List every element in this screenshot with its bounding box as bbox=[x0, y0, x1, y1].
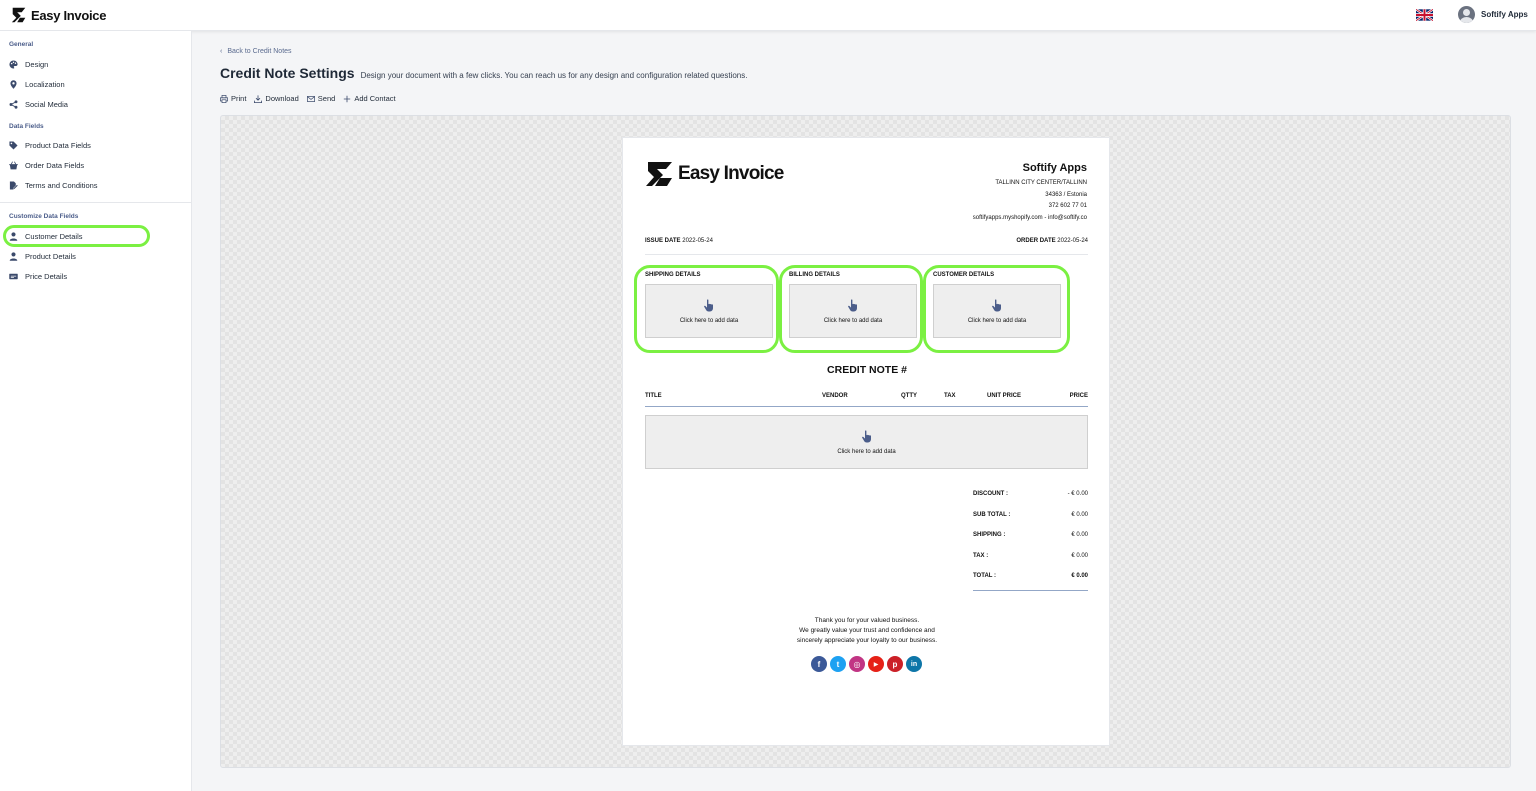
sidebar-item-label: Social Media bbox=[25, 99, 68, 109]
highlight-ring-shipping bbox=[634, 265, 779, 353]
avatar bbox=[1458, 6, 1475, 23]
company-name: Softify Apps bbox=[1022, 162, 1087, 174]
send-label: Send bbox=[317, 94, 336, 103]
highlight-ring-customer-details bbox=[3, 225, 150, 247]
date-divider bbox=[645, 254, 1088, 255]
company-info[interactable] bbox=[973, 162, 1087, 224]
print-button[interactable] bbox=[220, 94, 246, 103]
document-logo-text: Easy Invoice bbox=[678, 163, 784, 184]
user-icon bbox=[9, 252, 18, 261]
sidebar bbox=[0, 31, 192, 791]
user-menu[interactable] bbox=[1458, 6, 1528, 23]
total-row-tax: TAX : € 0.00 bbox=[973, 552, 1088, 559]
sidebar-section-general: General bbox=[9, 41, 34, 48]
add-data-label: Click here to add data bbox=[823, 317, 883, 324]
top-bar bbox=[0, 0, 1536, 31]
add-data-label: Click here to add data bbox=[837, 448, 896, 455]
total-row-subtotal: SUB TOTAL : € 0.00 bbox=[973, 511, 1088, 518]
highlight-ring-customer bbox=[923, 265, 1070, 353]
total-row-shipping: SHIPPING : € 0.00 bbox=[973, 532, 1088, 539]
print-label: Print bbox=[231, 94, 247, 103]
add-contact-label: Add Contact bbox=[354, 94, 396, 103]
customer-details-title: CUSTOMER DETAILS bbox=[933, 272, 995, 278]
thanks-line: Thank you for your valued business. bbox=[814, 617, 920, 624]
issue-date: ISSUE DATE 2022-05-24 bbox=[645, 238, 713, 244]
tag-icon bbox=[9, 141, 18, 150]
easy-invoice-logo-icon bbox=[10, 6, 28, 24]
chevron-left-icon: ‹ bbox=[220, 48, 223, 55]
column-price: PRICE bbox=[1069, 393, 1088, 399]
uk-flag-icon[interactable] bbox=[1416, 9, 1433, 21]
add-data-label: Click here to add data bbox=[967, 317, 1027, 324]
column-qtty: QTTY bbox=[901, 393, 917, 399]
back-link-label: Back to Credit Notes bbox=[227, 48, 292, 55]
sidebar-item-label: Product Details bbox=[25, 251, 76, 261]
sidebar-divider bbox=[0, 202, 191, 203]
app-logo[interactable] bbox=[10, 6, 106, 24]
user-name: Softify Apps bbox=[1481, 10, 1528, 19]
column-unit-price: UNIT PRICE bbox=[987, 393, 1022, 399]
items-add-button[interactable] bbox=[645, 415, 1088, 469]
sidebar-item-label: Design bbox=[25, 59, 49, 69]
add-data-label: Click here to add data bbox=[679, 317, 739, 324]
pinterest-icon[interactable]: p bbox=[887, 656, 903, 672]
money-bill-icon bbox=[9, 272, 18, 281]
sidebar-item-terms-and-conditions[interactable] bbox=[9, 177, 98, 193]
back-link[interactable] bbox=[220, 48, 292, 55]
thank-you-message[interactable] bbox=[623, 616, 1111, 645]
totals-divider bbox=[973, 590, 1088, 591]
page-subtitle: Design your document with a few clicks. You can reach us for any design and configuration related questions. bbox=[360, 71, 748, 80]
sidebar-item-design[interactable] bbox=[9, 56, 48, 72]
facebook-icon[interactable]: f bbox=[811, 656, 827, 672]
column-title: TITLE bbox=[645, 393, 662, 399]
items-table-header bbox=[645, 393, 1088, 407]
sidebar-item-label: Localization bbox=[25, 79, 65, 89]
main-content bbox=[192, 31, 1536, 791]
title-row bbox=[220, 65, 747, 81]
company-postal: 34363 / Estonia bbox=[1045, 191, 1087, 198]
printer-icon bbox=[220, 95, 228, 103]
column-vendor: VENDOR bbox=[822, 393, 848, 399]
sidebar-section-customize-data-fields: Customize Data Fields bbox=[9, 213, 79, 220]
basket-icon bbox=[9, 161, 18, 170]
palette-icon bbox=[9, 60, 18, 69]
download-button[interactable] bbox=[254, 94, 298, 103]
send-button[interactable] bbox=[307, 94, 336, 103]
shipping-details-title: SHIPPING DETAILS bbox=[645, 272, 701, 278]
billing-details-title: BILLING DETAILS bbox=[789, 272, 840, 278]
total-row-discount: DISCOUNT : - € 0.00 bbox=[973, 491, 1088, 497]
thanks-line: We greatly value your trust and confidence and bbox=[799, 626, 935, 634]
total-row-total: TOTAL : € 0.00 bbox=[973, 573, 1088, 580]
sidebar-item-price-details[interactable] bbox=[9, 268, 67, 284]
company-phone: 372 602 77 01 bbox=[1048, 203, 1087, 209]
column-tax: TAX bbox=[944, 393, 956, 399]
credit-note-title: CREDIT NOTE # bbox=[827, 364, 907, 376]
instagram-icon[interactable]: ◎ bbox=[849, 656, 865, 672]
company-contact: softifyapps.myshopify.com - info@softify.co bbox=[972, 214, 1087, 221]
thanks-line: sincerely appreciate your loyalty to our business. bbox=[796, 636, 938, 644]
file-signature-icon bbox=[9, 181, 18, 190]
pointing-hand-icon bbox=[861, 430, 873, 443]
download-label: Download bbox=[265, 94, 299, 103]
sidebar-item-label: Terms and Conditions bbox=[25, 180, 98, 190]
youtube-icon[interactable]: ▶ bbox=[868, 656, 884, 672]
sidebar-item-product-data-fields[interactable] bbox=[9, 137, 91, 153]
sidebar-item-label: Order Data Fields bbox=[25, 160, 85, 170]
sidebar-item-social-media[interactable] bbox=[9, 96, 68, 112]
map-pin-icon bbox=[9, 80, 18, 89]
sidebar-item-label: Product Data Fields bbox=[25, 140, 91, 150]
sidebar-section-data-fields: Data Fields bbox=[9, 123, 44, 130]
totals-section bbox=[973, 491, 1088, 594]
document-logo[interactable] bbox=[644, 160, 784, 188]
preview-canvas bbox=[220, 115, 1511, 768]
credit-note-document bbox=[622, 137, 1110, 746]
toolbar bbox=[220, 94, 396, 103]
sidebar-item-localization[interactable] bbox=[9, 76, 65, 92]
app-name: Easy Invoice bbox=[31, 7, 107, 23]
social-links bbox=[811, 656, 922, 672]
sidebar-item-label: Price Details bbox=[25, 271, 68, 281]
company-address: TALLINN CITY CENTER/TALLINN bbox=[995, 180, 1087, 186]
linkedin-icon[interactable]: in bbox=[906, 656, 922, 672]
plus-icon bbox=[343, 95, 351, 103]
sidebar-item-order-data-fields[interactable] bbox=[9, 157, 84, 173]
easy-invoice-logo-icon bbox=[644, 160, 674, 188]
share-icon bbox=[9, 100, 18, 109]
order-date: ORDER DATE 2022-05-24 bbox=[1016, 238, 1088, 244]
document-dates bbox=[645, 238, 1088, 244]
page-title: Credit Note Settings bbox=[220, 65, 355, 81]
sidebar-item-label: Customer Details bbox=[25, 231, 83, 241]
highlight-ring-billing bbox=[779, 265, 923, 353]
twitter-icon[interactable]: t bbox=[830, 656, 846, 672]
sidebar-item-product-details[interactable] bbox=[9, 248, 76, 264]
envelope-icon bbox=[307, 95, 315, 103]
add-contact-button[interactable] bbox=[343, 94, 395, 103]
download-icon bbox=[254, 95, 262, 103]
